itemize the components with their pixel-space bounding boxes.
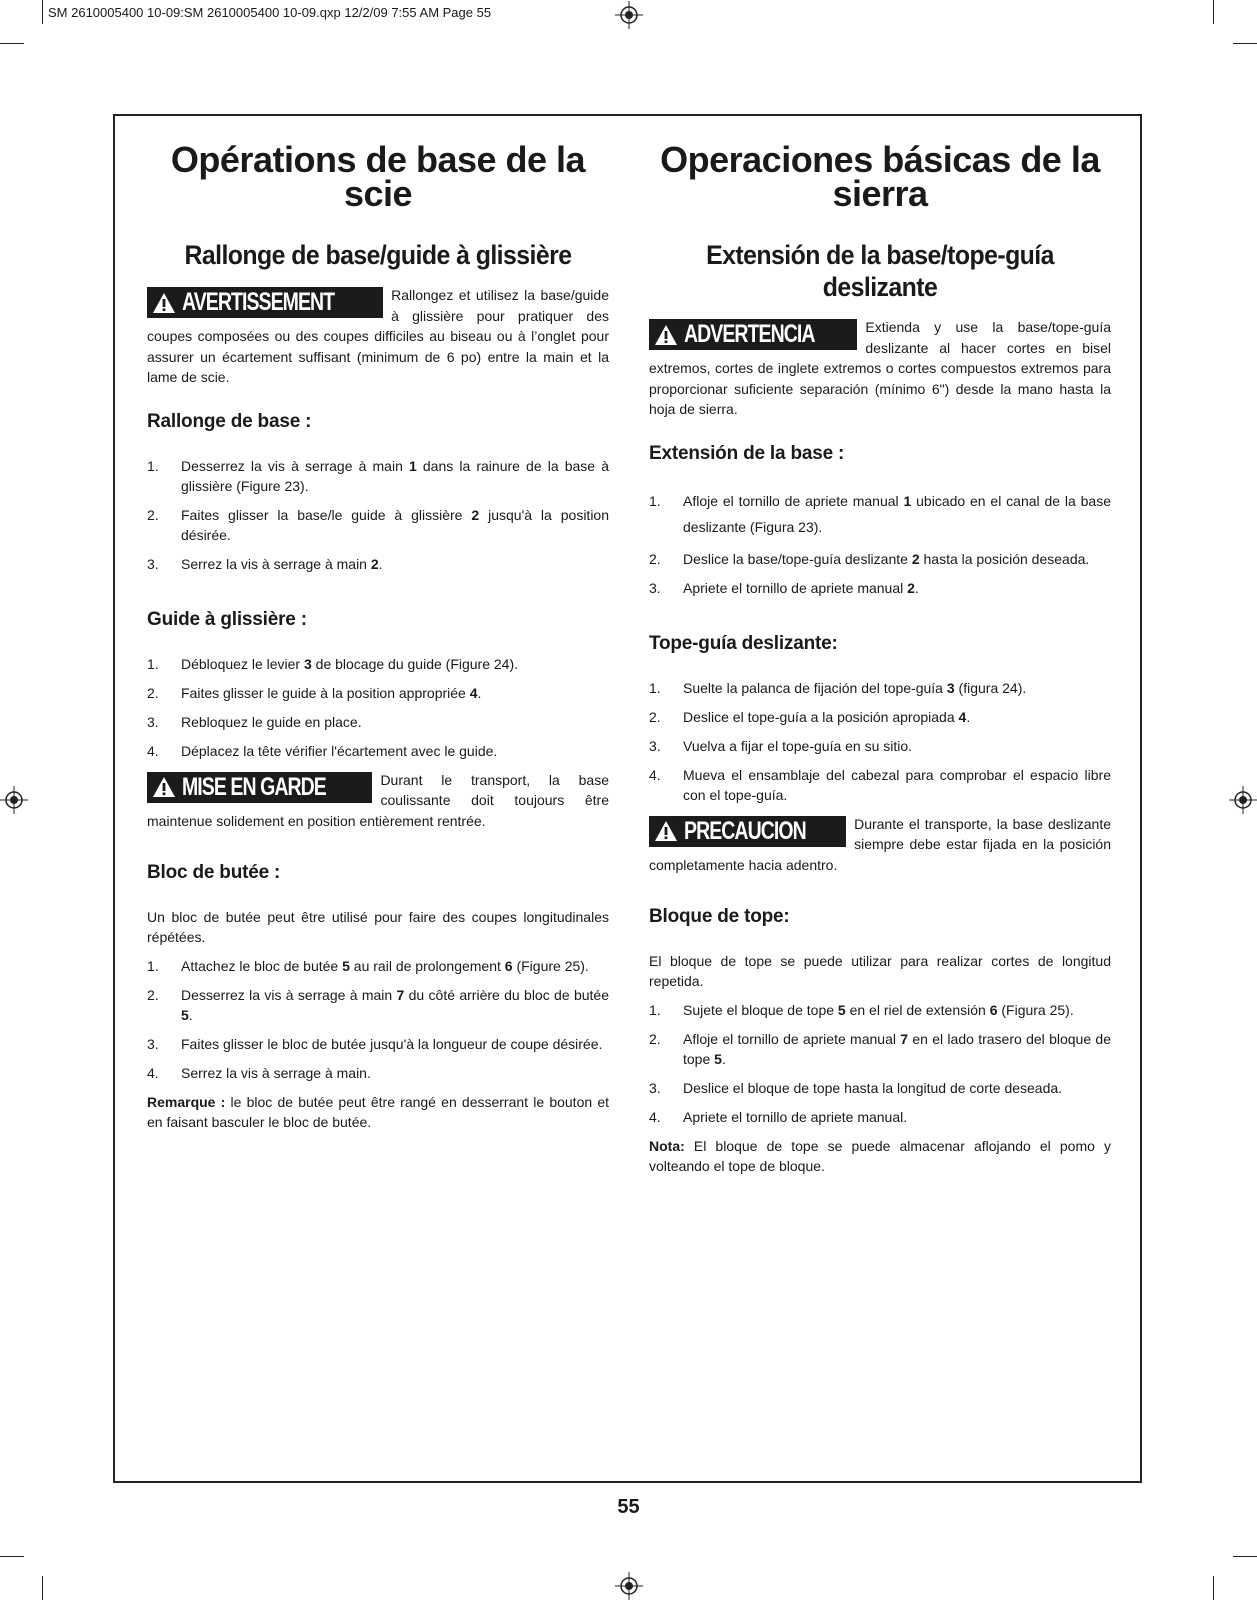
list-item: 2. Deslice el tope-guía a la posición apropiada 4. (649, 708, 971, 725)
note: Remarque : le bloc de butée peut être rangé en desserrant le bouton et en faisant basculer le bloc de butée. (147, 1094, 609, 1130)
warning-block (649, 317, 1111, 420)
steps-stop (147, 956, 609, 1083)
list-item: 3. Vuelva a fijar el tope-guía en su sitio. (649, 737, 913, 754)
caution-badge: PRECAUCION (649, 816, 846, 847)
warning-badge: AVERTISSEMENT (147, 287, 383, 318)
subheading-guide: Guide à glissière : (147, 608, 307, 630)
list-item: 3. Serrez la vis à serrage à main 2. (147, 555, 383, 572)
crop-mark (1213, 1576, 1214, 1600)
steps-guide (649, 678, 1111, 805)
warning-badge: ADVERTENCIA (649, 319, 857, 350)
steps-stop (649, 1000, 1111, 1127)
print-slug: SM 2610005400 10-09:SM 2610005400 10-09.qxp 12/2/09 7:55 AM Page 55 (48, 5, 492, 20)
stop-intro: El bloque de tope se puede utilizar para realizar cortes de longitud repetida. (649, 953, 1111, 989)
crop-mark (0, 1556, 24, 1557)
list-item: 2. Afloje el tornillo de apriete manual 7 en el lado trasero del bloque de tope 5. (649, 1031, 1111, 1067)
caution-badge: MISE EN GARDE (147, 772, 372, 803)
caution-text: Durante el transporte, la base deslizante siempre debe estar fijada en la posición completamente hacia adentro. (649, 815, 1111, 873)
warning-triangle-icon (152, 776, 176, 798)
caution-block (147, 770, 609, 832)
caution-text: Durant le transport, la base coulissante doit toujours être maintenue solidement en position entièrement rentrée. (147, 771, 609, 829)
list-item: 2. Faites glisser le guide à la position appropriée 4. (147, 684, 482, 701)
list-item: 3. Rebloquez le guide en place. (147, 713, 362, 730)
list-item: 1. Sujete el bloque de tope 5 en el riel de extensión 6 (Figura 25). (649, 1002, 1074, 1018)
list-item: 3. Faites glisser le bloc de butée jusqu'à la longueur de coupe désirée. (147, 1036, 603, 1052)
subheading-stop: Bloc de butée : (147, 862, 281, 883)
crop-mark (1213, 0, 1214, 24)
stop-intro: Un bloc de butée peut être utilisé pour faire des coupes longitudinales répétées. (147, 909, 609, 945)
subheading-base: Extensión de la base : (649, 442, 845, 464)
page-title: Operaciones básicas de la sierra (660, 139, 1100, 214)
registration-mark-icon (615, 1, 643, 29)
warning-text: Extienda y use la base/tope-guía deslizante al hacer cortes en bisel extremos, cortes de inglete extremos o cortes compuestos extremos para proporcionar suficiente separación (mínimo 6") desde la mano hasta la hoja de sierra. (649, 319, 1111, 417)
steps-base (649, 488, 1111, 598)
crop-mark (1233, 1556, 1257, 1557)
crop-mark (42, 0, 43, 24)
note: Nota: El bloque de tope se puede almacenar aflojando el pomo y volteando el tope de bloque. (649, 1138, 1111, 1174)
list-item: 2. Faites glisser la base/le guide à glissière 2 jusqu'à la position désirée. (147, 506, 609, 543)
subheading-base: Rallonge de base : (147, 410, 312, 432)
warning-text: Rallongez et utilisez la base/guide à glissière pour pratiquer des coupes composées ou des coupes difficiles au biseau ou à l’onglet pour assurer un écartement suffisant (minimum de 6 po) entre la main et la lame de scie. (147, 287, 609, 385)
list-item: 4. Serrez la vis à serrage à main. (147, 1065, 371, 1081)
note-label: Remarque : (147, 1094, 226, 1110)
list-item: 1. Attachez le bloc de butée 5 au rail de prolongement 6 (Figure 25). (147, 958, 589, 974)
registration-mark-icon (0, 786, 28, 814)
caution-block (649, 814, 1111, 876)
list-item: 3. Apriete el tornillo de apriete manual 2. (649, 579, 919, 596)
note-label: Nota: (649, 1138, 685, 1154)
list-item: 1. Débloquez le levier 3 de blocage du guide (Figure 24). (147, 655, 519, 672)
section-title: Extensión de la base/tope-guía deslizante (706, 240, 1054, 302)
section-title: Rallonge de base/guide à glissière (184, 240, 572, 270)
crop-mark (1233, 43, 1257, 44)
page-number: 55 (617, 1496, 640, 1518)
list-item: 1. Desserrez la vis à serrage à main 1 dans la rainure de la base à glissière (Figure 23). (147, 457, 609, 494)
french-column (147, 139, 609, 1132)
registration-mark-icon (615, 1572, 643, 1600)
page-title: Opérations de base de la scie (170, 139, 586, 214)
subheading-stop: Bloque de tope: (649, 906, 790, 927)
spanish-column (649, 139, 1111, 1176)
subheading-guide: Tope-guía deslizante: (649, 632, 838, 654)
list-item: 2. Deslice la base/tope-guía deslizante 2 hasta la posición deseada. (649, 550, 1090, 567)
list-item: 1. Afloje el tornillo de apriete manual 1 ubicado en el canal de la base deslizante (Figura 23). (649, 492, 1111, 535)
warning-triangle-icon (152, 292, 176, 314)
steps-guide (147, 654, 609, 761)
list-item: 1. Suelte la palanca de fijación del tope-guía 3 (figura 24). (649, 679, 1027, 696)
warning-triangle-icon (654, 820, 678, 842)
registration-mark-icon (1229, 786, 1257, 814)
list-item: 3. Deslice el bloque de tope hasta la longitud de corte deseada. (649, 1080, 1063, 1096)
steps-base (147, 456, 609, 574)
warning-triangle-icon (654, 324, 678, 346)
list-item: 4. Mueva el ensamblaje del cabezal para comprobar el espacio libre con el tope-guía. (649, 766, 1111, 803)
warning-block (147, 285, 609, 388)
list-item: 4. Apriete el tornillo de apriete manual. (649, 1109, 908, 1125)
crop-mark (42, 1576, 43, 1600)
crop-mark (0, 43, 24, 44)
list-item: 4. Déplacez la tête vérifier l'écartement avec le guide. (147, 742, 498, 759)
list-item: 2. Desserrez la vis à serrage à main 7 du côté arrière du bloc de butée 5. (147, 987, 609, 1023)
